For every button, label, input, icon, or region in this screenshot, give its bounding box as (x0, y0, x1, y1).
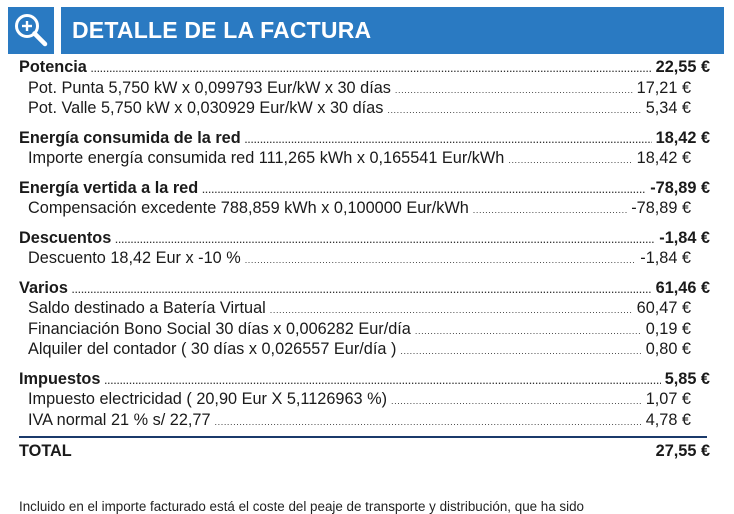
section-label: Descuentos (19, 228, 112, 247)
line-item-amount: 60,47 € (636, 299, 691, 317)
line-item-amount: 1,07 € (645, 390, 691, 408)
line-item-label: Alquiler del contador ( 30 días x 0,026557 Eur/día ) (28, 340, 397, 358)
line-item-label: IVA normal 21 % s/ 22,77 (28, 410, 211, 429)
dot-leader (245, 255, 637, 265)
line-item (19, 340, 710, 361)
section-amount: 5,85 € (664, 369, 710, 388)
line-item-amount: 5,34 € (645, 99, 691, 117)
line-item-label: Pot. Punta 5,750 kW x 0,099793 Eur/kW x 30 días (28, 78, 391, 97)
line-item (19, 411, 710, 432)
section-label: Impuestos (19, 369, 101, 388)
section-amount: -78,89 € (650, 178, 710, 197)
dot-leader (415, 326, 642, 336)
dot-leader (202, 185, 646, 195)
line-item-amount: 0,19 € (645, 319, 691, 338)
section-header (19, 370, 710, 391)
line-item-amount: 0,80 € (645, 340, 691, 358)
total-amount: 27,55 € (655, 442, 710, 460)
section-label: Energía vertida a la red (19, 178, 199, 197)
dot-leader (387, 105, 641, 115)
total-row (19, 442, 710, 461)
line-item-label: Impuesto electricidad ( 20,90 Eur X 5,1126963 %) (28, 390, 387, 408)
zoom-in-button[interactable] (8, 7, 54, 54)
line-item-label: Saldo destinado a Batería Virtual (28, 299, 266, 317)
section-amount: -1,84 € (659, 228, 710, 247)
line-item (19, 299, 710, 320)
line-item (19, 390, 710, 411)
line-item-amount: 17,21 € (636, 78, 691, 97)
line-item-label: Descuento 18,42 Eur x -10 % (28, 249, 241, 267)
line-item (19, 99, 710, 120)
line-item-label: Importe energía consumida red 111,265 kWh x 0,165541 Eur/kWh (28, 149, 505, 167)
section-header (19, 58, 710, 79)
dot-leader (508, 155, 632, 165)
line-item-label: Compensación excedente 788,859 kWh x 0,100000 Eur/kWh (28, 199, 469, 217)
section-label: Potencia (19, 58, 87, 76)
dot-leader (72, 285, 652, 295)
section-header (19, 179, 710, 200)
section-spacer (19, 220, 710, 229)
line-item-amount: -1,84 € (640, 249, 691, 267)
invoice-detail-header (8, 7, 724, 54)
section-spacer (19, 170, 710, 179)
line-item (19, 320, 710, 341)
line-item-label: Financiación Bono Social 30 días x 0,006282 Eur/día (28, 319, 411, 338)
section-amount: 22,55 € (655, 58, 710, 76)
section-label: Varios (19, 278, 68, 297)
dot-leader (245, 135, 652, 145)
line-item (19, 79, 710, 100)
line-item-amount: -78,89 € (631, 199, 691, 217)
section-spacer (19, 361, 710, 370)
section-spacer (19, 120, 710, 129)
dot-leader (400, 346, 641, 356)
section-label: Energía consumida de la red (19, 128, 241, 147)
section-amount: 61,46 € (655, 278, 710, 297)
total-divider (19, 436, 707, 438)
line-item (19, 249, 710, 270)
dot-leader (270, 305, 633, 315)
section-header (19, 279, 710, 300)
line-item (19, 149, 710, 170)
line-item (19, 199, 710, 220)
dot-leader (104, 376, 660, 386)
dot-leader (473, 205, 627, 215)
line-item-amount: 4,78 € (645, 410, 691, 429)
footnote-text: Incluido en el importe facturado está el coste del peaje de transporte y distribución, que ha sido (19, 499, 584, 514)
page-title: DETALLE DE LA FACTURA (61, 7, 724, 54)
section-header (19, 229, 710, 250)
dot-leader (215, 417, 642, 427)
section-header (19, 129, 710, 150)
zoom-in-icon (8, 7, 54, 54)
section-amount: 18,42 € (655, 128, 710, 147)
dot-leader (391, 396, 642, 406)
invoice-lines (19, 58, 710, 431)
line-item-label: Pot. Valle 5,750 kW x 0,030929 Eur/kW x 30 días (28, 99, 384, 117)
dot-leader (115, 235, 655, 245)
dot-leader (395, 85, 633, 95)
total-label: TOTAL (19, 442, 72, 460)
line-item-amount: 18,42 € (636, 149, 691, 167)
dot-leader (91, 64, 652, 74)
section-spacer (19, 270, 710, 279)
